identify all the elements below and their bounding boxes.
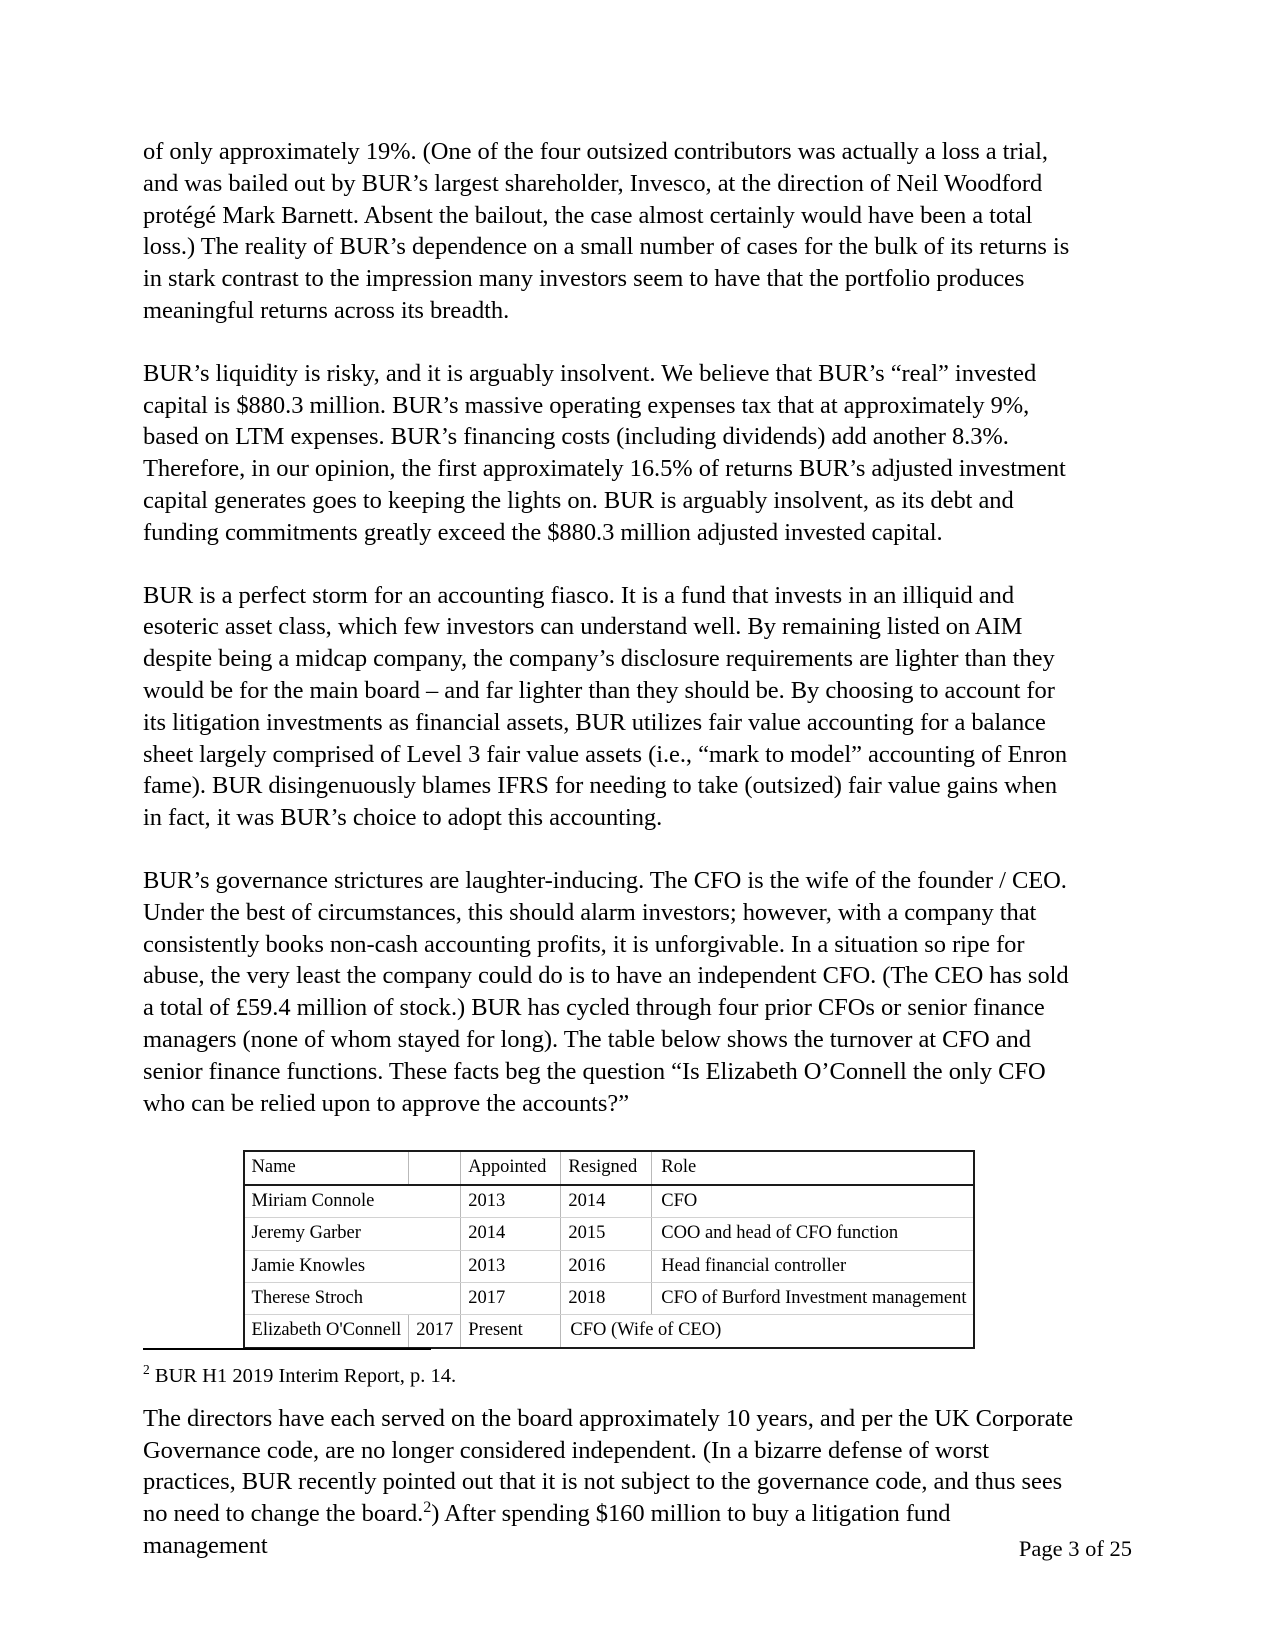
cell-name: Elizabeth O'Connell — [244, 1315, 409, 1348]
column-header-role: Role — [652, 1151, 975, 1184]
table-row — [244, 1315, 975, 1348]
paragraph-5-after-footnote: ) After spending $160 million to buy a litigation fund management — [143, 1500, 951, 1559]
table-row — [244, 1250, 975, 1282]
cell-role: CFO (Wife of CEO) — [561, 1315, 975, 1348]
cell-resigned: 2014 — [561, 1185, 652, 1218]
paragraph-4: BUR’s governance strictures are laughter-inducing. The CFO is the wife of the founder / CEO. Under the best of circumstances, this should alarm investors; however, with a company that consistently books non-cash accounting profits, it is unforgivable. In a situation so ripe for abuse, the very least the company could do is to have an independent CFO. (The CEO has sold a total of £59.4 million of stock.) BUR has cycled through four prior CFOs or senior finance managers (none of whom stayed for long). The table below shows the turnover at CFO and senior finance functions. These facts beg the question “Is Elizabeth O’Connell the only CFO who can be relied upon to approve the accounts?” — [143, 866, 1069, 1117]
footnote-reference-marker[interactable]: 2 — [423, 1498, 432, 1516]
table-row — [244, 1185, 975, 1218]
cell-name: Jeremy Garber — [244, 1218, 461, 1250]
paragraph-5 — [143, 1403, 1075, 1562]
paragraph-1: of only approximately 19%. (One of the four outsized contributors was actually a loss a trial, and was bailed out by BUR’s largest shareholder, Invesco, at the direction of Neil Woodford protégé Mark Barnett. Absent the bailout, the case almost certainly would have been a total loss.) The reality of BUR’s dependence on a small number of cases for the bulk of its returns is in stark contrast to the impression many investors seem to have that the portfolio produces meaningful returns across its breadth. — [143, 138, 1070, 324]
paragraph-2: BUR’s liquidity is risky, and it is arguably insolvent. We believe that BUR’s “real” invested capital is $880.3 million. BUR’s massive operating expenses tax that at approximately 9%, based on LTM expenses. BUR’s financing costs (including dividends) add another 8.3%. Therefore, in our opinion, the first approximately 16.5% of returns BUR’s adjusted investment capital generates goes to keeping the lights on. BUR is arguably insolvent, as its debt and funding commitments greatly exceed the $880.3 million adjusted invested capital. — [143, 359, 1066, 546]
table-row — [244, 1282, 975, 1314]
cell-role: COO and head of CFO function — [652, 1218, 975, 1250]
cell-resigned: Present — [461, 1315, 561, 1348]
footnote-text: BUR H1 2019 Interim Report, p. 14. — [154, 1365, 457, 1387]
paragraph-5-before-footnote: The directors have each served on the board approximately 10 years, and per the UK Corporate Governance code, are no longer considered independent. (In a bizarre defense of worst practices, BUR recently pointed out that it is not subject to the governance code, and thus sees no need to change the board. — [143, 1404, 1074, 1528]
cell-resigned: 2018 — [561, 1282, 652, 1314]
cell-role: CFO — [652, 1185, 975, 1218]
table-header-row — [244, 1151, 975, 1184]
cell-resigned: 2015 — [561, 1218, 652, 1250]
cell-appointed: 2013 — [461, 1185, 561, 1218]
column-header-name: Name — [244, 1151, 409, 1184]
cell-role: Head financial controller — [652, 1250, 975, 1282]
footnote-area — [143, 1348, 1075, 1389]
cell-role: CFO of Burford Investment management — [652, 1282, 975, 1314]
footnote-entry — [143, 1363, 1075, 1389]
footnote-separator-rule — [143, 1348, 431, 1350]
cfo-turnover-table-wrapper — [143, 1150, 1075, 1348]
table-body — [244, 1185, 975, 1348]
cell-appointed: 2014 — [461, 1218, 561, 1250]
cell-name: Therese Stroch — [244, 1282, 461, 1314]
cfo-turnover-table — [243, 1150, 976, 1348]
page-number-footer: Page 3 of 25 — [1018, 1536, 1132, 1561]
table-head — [244, 1151, 975, 1184]
cell-appointed: 2017 — [461, 1282, 561, 1314]
column-header-name-spill — [409, 1151, 461, 1184]
paragraph-3: BUR is a perfect storm for an accounting fiasco. It is a fund that invests in an illiquid and esoteric asset class, which few investors can understand well. By remaining listed on AIM despite being a midcap company, the company’s disclosure requirements are lighter than they would be for the main board – and far lighter than they should be. By choosing to account for its litigation investments as financial assets, BUR utilizes fair value accounting for a balance sheet largely comprised of Level 3 fair value assets (i.e., “mark to model” accounting of Enron fame). BUR disingenuously blames IFRS for needing to take (outsized) fair value gains when in fact, it was BUR’s choice to adopt this accounting. — [143, 581, 1068, 832]
footnote-number: 2 — [143, 1362, 150, 1378]
table-row — [244, 1218, 975, 1250]
cell-appointed: 2017 — [409, 1315, 461, 1348]
column-header-resigned: Resigned — [561, 1151, 652, 1184]
cell-name: Jamie Knowles — [244, 1250, 461, 1282]
cell-resigned: 2016 — [561, 1250, 652, 1282]
cell-appointed: 2013 — [461, 1250, 561, 1282]
column-header-appointed: Appointed — [461, 1151, 561, 1184]
cell-name: Miriam Connole — [244, 1185, 461, 1218]
